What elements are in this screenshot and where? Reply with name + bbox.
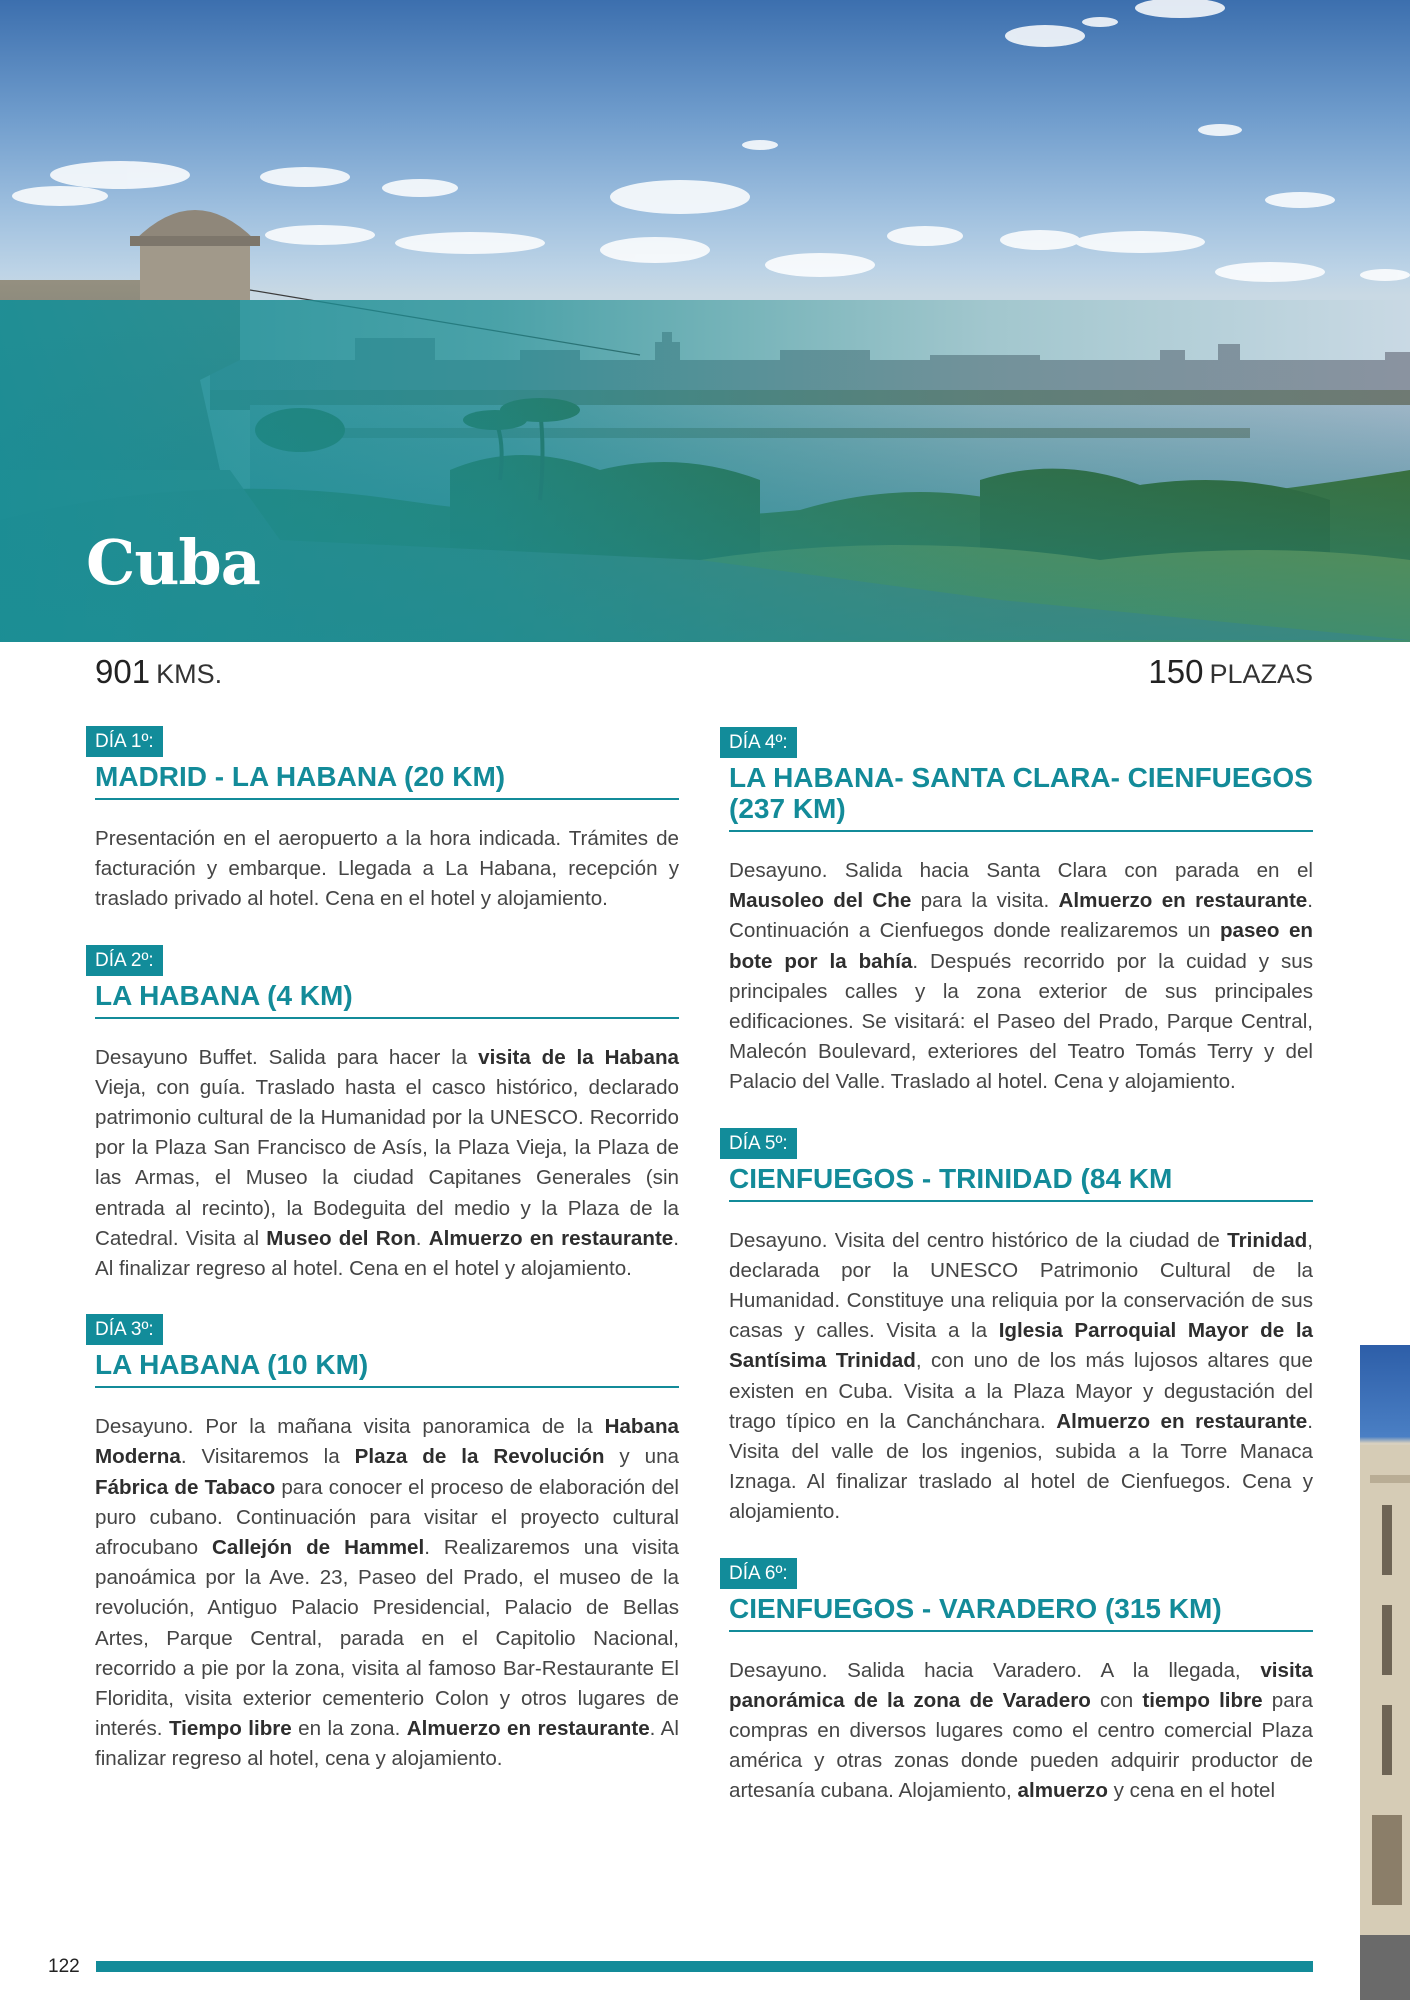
side-photo-edge [1360, 1345, 1410, 2000]
highlight-text: tiempo libre [1142, 1688, 1263, 1712]
body-text: Desayuno. Salida hacia Santa Clara con parada en el [729, 859, 1313, 882]
day-block [95, 1314, 679, 1774]
highlight-text: Almuerzo en restaurante [1056, 1409, 1308, 1433]
body-text: . Al finalizar regreso al hotel, cena y alojamiento. [95, 1717, 679, 1771]
highlight-text: Callejón de Hammel [212, 1536, 425, 1560]
highlight-text: paseo en bote por la bahía [729, 919, 1313, 973]
body-text: y una [604, 1445, 679, 1469]
highlight-text: visita panorámica de la zona de Varadero [729, 1658, 1313, 1712]
hero-photo [0, 0, 1410, 642]
body-text: para conocer el proceso de elaboración del puro cubano. Continuación para visitar el proyecto cultural afrocubano [95, 1475, 679, 1560]
body-text: Vieja, con guía. Traslado hasta el casco histórico, declarado patrimonio cultural de la Humanidad por la UNESCO. Recorrido por la Plaza San Francisco de Asís, la Plaza Vieja, la Plaza de las Armas, el Museo la ciudad Capitanes Generales (sin entrada al recinto), la Bodeguita del medio y la Plaza de la Catedral. Visita al [95, 1075, 679, 1250]
body-text: . Después recorrido por la cuidad y sus principales calles y la zona exterior de sus principales edificaciones. Se visitará: el Paseo del Prado, Parque Central, Malecón Boulevard, exteriores del Teatro Tomás Terry y del Palacio del Valle. Traslado al hotel. Cena y alojamiento. [729, 949, 1313, 1094]
highlight-text: Fábrica de Tabaco [95, 1475, 276, 1499]
page-title: Cuba [86, 526, 260, 599]
body-text: Desayuno. Salida hacia Varadero. A la llegada, [729, 1658, 1261, 1682]
day-block [95, 726, 679, 915]
highlight-text: Trinidad [1227, 1228, 1308, 1252]
body-text: . Visitaremos la [180, 1445, 355, 1469]
itinerary-right-column [729, 727, 1313, 1837]
day-badge: DÍA 6º: [720, 1558, 797, 1589]
highlight-text: Tiempo libre [168, 1717, 292, 1741]
body-text: . Al finalizar regreso al hotel. Cena en el hotel y alojamiento. [95, 1226, 679, 1281]
page-number: 122 [48, 1956, 80, 1977]
distance-stat [95, 652, 222, 699]
body-text: para la visita. [911, 889, 1059, 913]
day-description [95, 824, 679, 915]
body-text: Desayuno Buffet. Salida para hacer la [95, 1045, 479, 1069]
day-badge: DÍA 2º: [86, 945, 163, 976]
day-title: LA HABANA (10 KM) [95, 1349, 679, 1388]
footer-bar [96, 1961, 1313, 1972]
seats-value: 150 [1148, 653, 1204, 690]
day-title: LA HABANA- SANTA CLARA- CIENFUEGOS (237 KM) [729, 762, 1313, 832]
body-text: . Realizaremos una visita panoámica por la Ave. 23, Paseo del Prado, el museo de la revolución, Antiguo Palacio Presidencial, Palacio de Bellas Artes, Parque Central, parada en el Capitolio Nacional, recorrido a pie por la zona, visita al famoso Bar-Restaurante El Floridita, visita exterior cementerio Colon y otros lugares de interés. [95, 1536, 679, 1741]
seats-unit: PLAZAS [1209, 659, 1313, 689]
seats-stat [1148, 652, 1313, 699]
highlight-text: Almuerzo en restaurante [406, 1717, 650, 1741]
highlight-text: Habana Moderna [95, 1415, 679, 1469]
body-text: Desayuno. Por la mañana visita panoramica de la [95, 1415, 605, 1439]
highlight-text: visita de la Habana [478, 1045, 679, 1069]
highlight-text: Museo del Ron [266, 1226, 416, 1250]
body-text: , declarada por la UNESCO Patrimonio Cultural de la Humanidad. Constituye una reliquia por la conservación de sus casas y calles. Visita a la [729, 1228, 1313, 1343]
body-text: Desayuno. Visita del centro histórico de la ciudad de [729, 1228, 1228, 1252]
day-badge: DÍA 1º: [86, 726, 163, 757]
highlight-text: Plaza de la Revolución [354, 1445, 605, 1469]
day-description [95, 1412, 679, 1774]
itinerary-left-column [95, 726, 679, 1805]
body-text: en la zona. [291, 1717, 407, 1741]
body-text: Presentación en el aeropuerto a la hora indicada. Trámites de facturación y embarque. Llegada a La Habana, recepción y traslado privado al hotel. Cena en el hotel y alojamiento. [95, 827, 679, 911]
day-badge: DÍA 5º: [720, 1128, 797, 1159]
day-title: CIENFUEGOS - TRINIDAD (84 KM [729, 1163, 1313, 1202]
day-badge: DÍA 3º: [86, 1314, 163, 1345]
day-block [729, 1558, 1313, 1807]
day-title: CIENFUEGOS - VARADERO (315 KM) [729, 1593, 1313, 1632]
highlight-text: Mausoleo del Che [729, 889, 912, 913]
highlight-text: almuerzo [1017, 1779, 1108, 1803]
body-text: . Visita del valle de los ingenios, subida a la Torre Manaca Iznaga. Al finalizar traslado al hotel de Cienfuegos. Cena y alojamiento. [729, 1409, 1313, 1524]
day-title: LA HABANA (4 KM) [95, 980, 679, 1019]
body-text: para compras en diversos lugares como el centro comercial Plaza américa y otras zonas donde pueden adquirir productor de artesanía cubana. Alojamiento, [729, 1688, 1313, 1803]
distance-value: 901 [95, 653, 151, 690]
day-block [729, 1128, 1313, 1528]
day-title: MADRID - LA HABANA (20 KM) [95, 761, 679, 800]
day-block [95, 945, 679, 1285]
body-text: . Continuación a Cienfuegos donde realizaremos un [729, 889, 1313, 943]
highlight-text: Almuerzo en restaurante [428, 1226, 674, 1250]
body-text: y cena en el hotel [1107, 1779, 1276, 1803]
highlight-text: Iglesia Parroquial Mayor de la Santísima Trinidad [729, 1319, 1313, 1373]
distance-unit: KMS. [156, 659, 223, 689]
day-description [729, 856, 1313, 1098]
day-description [729, 1226, 1313, 1528]
day-description [95, 1043, 679, 1285]
building-photo-image [1360, 1345, 1410, 2000]
body-text: . [415, 1226, 429, 1250]
day-description [729, 1656, 1313, 1807]
body-text: , con uno de los más lujosos altares que existen en Cuba. Visita a la Plaza Mayor y degustación del trago típico en la Canchánchara. [729, 1349, 1313, 1433]
body-text: con [1090, 1688, 1143, 1712]
day-block [729, 727, 1313, 1098]
highlight-text: Almuerzo en restaurante [1058, 889, 1308, 913]
day-badge: DÍA 4º: [720, 727, 797, 758]
